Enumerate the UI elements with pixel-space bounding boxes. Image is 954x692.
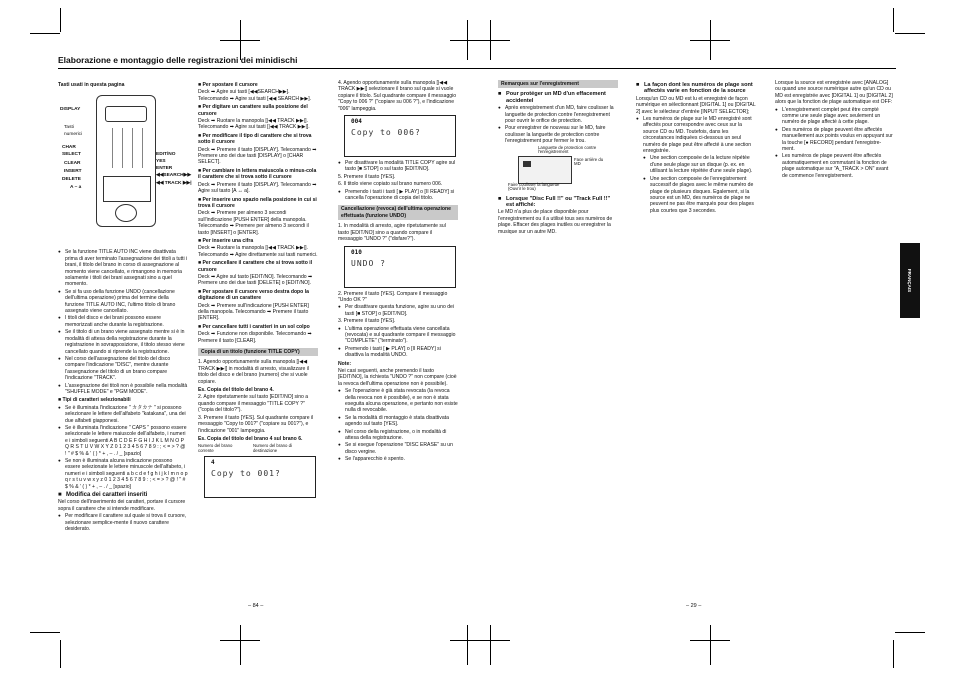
notes-text: Nei casi seguenti, anche premendo il tasto [EDIT/NO], la richiesta "UNDO ?" non compare (cioè la revoca dell'ultima operazione non è possibile). [338, 367, 457, 387]
crop-mark [893, 640, 894, 668]
crop-mark [450, 640, 510, 641]
crop-mark [895, 632, 925, 633]
note-item: ● Premendo i tasti i tasti [ ▶ PLAY] o [II READY] si cancella l'operazione di copia del titolo. [338, 189, 458, 202]
note-item: ● Après enregistrement d'un MD, faire coulisser la languette de protection contre l'enregistrement pour ouvrir le orifice de protection. [498, 105, 618, 124]
md-image [518, 156, 572, 184]
example-caption: Es. Copia del titolo del brano 4 sul brano 6. [198, 435, 303, 442]
undo-heading: Cancellazione (revoca) dell'ultima operazione effettuata (funzione UNDO) [338, 205, 458, 220]
crop-mark [60, 8, 61, 32]
crop-mark [467, 625, 468, 665]
note-item: ● Per disattivare questa funzione, agire su uno dei tasti [■ STOP] o [EDIT/NO]. [338, 304, 458, 317]
label-edit-no: EDIT/NO [156, 152, 176, 158]
protect-md-heading: ■ Pour protéger un MD d'un effacement accidentel [498, 91, 618, 104]
lcd-display [204, 456, 316, 498]
crop-mark [490, 20, 491, 60]
step-text: 2. Agire ripetutamente sul tasto [EDIT/NO] sino a quando compare il messaggio "TITLE COPY ?" ("copia del titolo?"). [198, 394, 309, 414]
instruction-heading: ■ Per spostare il cursore verso destra dopo la digitazione di un carattere [198, 288, 309, 302]
step-text: 6. Il titolo viene copiato sul brano numero 006. [338, 181, 443, 188]
note-item: ● Des numéros de plage peuvent être affectés manuellement aux points voulus en appuyant sur la touche [● RECORD] pendant l'enregistre-ment. [775, 127, 893, 153]
instruction-text: Deck ➡ Agire sul tasto [EDIT/NO]. Telecomando ➡ Premere uno dei due tasti [DELETE] o [EDIT/NO]. [198, 273, 313, 287]
char-type-item: ● Se non è illuminata alcuna indicazione possono essere selezionate le lettere minuscole dell'alfabeto, i numeri e i simboli seguenti a b c d e f g h i j k l m n o p q r s t u v w x y z 0 1 2 3 4 5 6 7 8 9 : ; < = > ? @ ! " # $ % & ' ( ) * + , – . / _ [spazio] [58, 458, 188, 490]
crop-mark [710, 625, 711, 665]
lcd-display [344, 115, 456, 157]
step-text: 5. Premere il tasto [YES]. [338, 173, 396, 180]
step-text: 1. Agendo opportunamente sulla manopola [|◀◀ TRACK ▶▶|] in modalità di arresto, visualizzare il titolo del disco e del brano (numero) che si vuole copiare. [198, 359, 310, 385]
note-item: ● Per disattivare la modalità TITLE COPY agire sul tasto [■ STOP] o sul tasto [EDIT/NO]. [338, 160, 458, 173]
instruction-text: Deck ➡ Premere il tasto [DISPLAY]. Telecomando ➡ Premere uno dei due tasti [DISPLAY] o [CHAR SELECT]. [198, 146, 317, 166]
notes-heading: Note: [338, 360, 352, 367]
note-item: ● Se il titolo di un brano viene assegnato mentre si è in modalità di attesa della registrazione durante la registrazione in sovrapposizione, il titolo stesso viene cancellato quando si riprende la registrazione. [58, 329, 188, 355]
lcd-message: Copy to 001? [211, 469, 281, 479]
page-title: Elaborazione e montaggio delle registrazioni dei minidischi [58, 55, 298, 65]
language-tab: FRANÇAIS [900, 243, 920, 318]
char-type-item: ● Se è illuminata l'indicazione " カタカナ " si possono selezionare le lettere dell'alfabeto "katakana", una dei due alfabeti giapponesi. [58, 405, 188, 424]
modify-item: ● Per modificare il carattere sul quale si trova il cursore, selezionare semplice-mente il nuovo carattere desiderato. [58, 513, 188, 532]
label-enter: ENTER [156, 166, 173, 172]
column-5 [636, 80, 756, 215]
header-rule [58, 68, 896, 69]
note-item: ● L'assegnazione dei titoli non è possibile nella modalità "SHUFFLE MODE" e "PGM MODE". [58, 383, 188, 396]
lcd-track-number: 010 [351, 248, 362, 256]
title-copy-heading: Copia di un titolo (funzione TITLE COPY) [198, 348, 318, 356]
note-item: ● Se la modalità di montaggio è stata disattivata agendo sul tasto [YES]. [338, 415, 458, 428]
instruction-text: Deck ➡ Ruotare la manopola [|◀◀ TRACK ▶▶|]. Telecomando ➡ Agire direttamente sui tasti numerici. [198, 245, 318, 258]
disc-full-heading: ■ Lorsque "Disc Full !!" ou "Track Full !!" est affiché: [498, 196, 618, 209]
note-item: ● Premendo i tasti [ ▶ PLAY] o [II READY] si disattiva la modalità UNDO. [338, 346, 458, 359]
crop-mark [240, 625, 241, 665]
instruction-heading: ■ Per inserire una cifra [198, 237, 254, 244]
instruction-heading: ■ Per digitare un carattere sulla posizione del cursore [198, 104, 308, 117]
paragraph: Lorsqu'un CD ou MD est lu et enregistré de façon numérique en sélectionnant [DIGITAL 1] ou [DIGITAL 2] avec le sélecteur d'entrée [INPUT SELECTOR]; [636, 95, 756, 115]
instruction-heading: ■ Per cancellare tutti i caratteri in un sol colpo [198, 323, 310, 330]
note-item: ● L'enregistrement complet peut être compté comme une seule plage avec seulement un numéro de plage affecté à cette plage. [775, 107, 893, 126]
column-4 [498, 80, 618, 236]
lcd-track-number: 4 [211, 459, 215, 467]
label-display: DISPLAY [60, 107, 81, 113]
note-item: ● Se l'apparecchio è spento. [338, 456, 458, 462]
step-text: 2. Premere il tasto [YES]. Compare il messaggio "Undo OK ?" [338, 290, 448, 303]
note-subitem: ● Une section composée de la lecture répétée d'une seule plage sur un disque (p. ex. en utilisant la lecture répétée d'une seule plage). [643, 155, 756, 174]
label-numeric-keys: Tasti numerici [64, 125, 83, 137]
crop-mark [467, 20, 468, 60]
step-text: 4. Agendo opportunamente sulla manopola [|◀◀ TRACK ▶▶|] selezionare il brano sul quale si vuole copiare il titolo. Sul quadrante compare il messaggio "Copy to 006 ?" ("copiare su 006 ?"), e l'indicazione "006" lampeggia. [338, 80, 457, 112]
lcd-message: UNDO ? [351, 258, 386, 268]
label-track: ◀◀ TRACK ▶▶| [156, 181, 192, 187]
step-text: 1. In modalità di arresto, agire ripetutamente sul tasto [EDIT/NO] sino a quando compare il messaggio "UNDO ?" ("disfare?"). [338, 223, 446, 243]
crop-mark [60, 640, 61, 668]
label-clear: CLEAR [64, 161, 81, 167]
crop-mark [240, 20, 241, 60]
label-yes: YES [156, 159, 166, 165]
lcd-track-number: 004 [351, 118, 362, 126]
instruction-text: Deck ➡ Premere sull'indicazione [PUSH ENTER] della manopola. Telecomando ➡ Premere il tasto [ENTER]. [198, 302, 309, 322]
modify-heading: ■ Modifica dei caratteri inseriti [58, 492, 188, 498]
note-item: ● Les numéros de plage sur le MD enregistré sont affectés pour correspondre avec ceux sur la source CD ou MD. Toutefois, dans les circonstances indiquées ci-dessous un seul numéro de plage peut être affecté à une section enregistrée. [636, 116, 756, 154]
column-1 [58, 80, 192, 533]
recording-remarks-heading: Remarques sur l'enregistrement [498, 80, 618, 88]
note-item: ● Se l'operazione è già stata revocata (la revoca della revoca non è possibile), e se non è stata eseguita alcuna operazione, e pertanto non esiste nulla di revocabile. [338, 388, 458, 414]
column-2 [198, 80, 318, 501]
instruction-heading: ■ Per inserire uno spazio nella posizione in cui si trova il cursore [198, 196, 317, 209]
note-item: ● Se si esegue l'operazione "DISC ERASE" su un disco vergine. [338, 442, 458, 455]
step-text: 3. Premere il tasto [YES]. Sul quadrante compare il messaggio "Copy to 001?" ("copiare su 001?"), e l'indicazione "001" lampeggia. [198, 414, 314, 434]
crop-mark [30, 632, 60, 633]
crop-mark [710, 20, 711, 60]
lcd-message: Copy to 006? [351, 128, 421, 138]
disc-full-text: Le MD n'a plus de place disponible pour l'enregistrement ou il a utilisé tous ses numéros de plage. Effacer des plages inutiles ou enregistrer la musique sur un autre MD. [498, 209, 613, 235]
paragraph: Lorsque la source est enregistrée avec [ANALOG] ou quand une source numérique autre qu'un CD ou MD est enregistrée avec [DIGITAL 1] ou [DIGITAL 2] alors que la fonction de plage automatique est OFF: [775, 80, 893, 106]
page-number-left: – 84 – [248, 603, 264, 609]
example-caption: Es. Copia del titolo del brano 4. [198, 387, 274, 394]
fig-label-tab: Languette de protection contre l'enregistrement [538, 144, 597, 155]
track-numbers-heading: ■ La façon dont les numéros de plage sont affectés varie en fonction de la source [636, 82, 756, 95]
crop-mark [450, 40, 510, 41]
remote-control-image [96, 95, 156, 227]
instruction-text: Deck ➡ Premere il tasto [DISPLAY]. Telecomando ➡ Agire sul tasto [A ↔ a]. [198, 181, 317, 195]
column-3 [338, 80, 458, 464]
label-delete: DELETE [62, 177, 81, 183]
label-insert: INSERT [64, 169, 82, 175]
column-6 [775, 80, 893, 180]
note-item: ● Se si fa uso della funzione UNDO (cancellazione dell'ultima operazione) prima del termine della funzione TITLE AUTO INC, l'ultimo titolo di brano assegnato viene cancellato. [58, 289, 188, 315]
note-item: ● Pour enregistrer de nouveau sur le MD, faire coulisser la languette de protection contre l'enregistrement pour fermer le trou. [498, 125, 618, 144]
instruction-text: Deck ➡ Agire sui tasti [◀◀SEARCH▶▶]. Telecomando ➡ Agire sui tasti [◀◀ SEARCH ▶▶]. [198, 89, 312, 102]
char-type-item: ● Se è illuminata l'indicazione " CAPS " possono essere selezionate le lettere maiuscole dell'alfabeto, i numeri e i simboli seguenti A B C D E F G H I J K L M N O P Q R S T U V W X Y Z 0 1 2 3 4 5 6 7 8 9 : ; < = > ? @ ! " # $ % & ' ( ) * + , – . / _ [spazio] [58, 425, 188, 457]
fig-label-back: Face arrière du MD [574, 156, 604, 167]
current-track-label: Numero del brano corrente [198, 443, 233, 454]
page-number-right: – 29 – [686, 603, 702, 609]
crop-mark [30, 33, 60, 34]
label-a-a: A – a [70, 185, 82, 191]
crop-mark [490, 625, 491, 665]
instruction-text: Deck ➡ Ruotare la manopola [|◀◀ TRACK ▶▶|]. Telecomando ➡ Agire sui tasti [|◀◀ TRACK ▶▶|]. [198, 118, 310, 131]
md-protection-figure [498, 146, 618, 194]
keys-caption: Tasti usati in questa pagina [58, 82, 125, 88]
label-search: ◀◀SEARCH▶▶ [156, 173, 192, 179]
note-item: ● I titoli del disco e dei brani possono essere memorizzati anche durante la registrazione. [58, 315, 188, 328]
note-item: ● Se la funzione TITLE AUTO INC viene disattivata prima di aver terminato l'assegnazione dei titoli a tutti i brani, il titolo del brano in corso di assegnazione al momento viene cancellato, e rimangono in memoria solamente i titoli dei brani assegnati sino a quel momento. [58, 249, 188, 287]
modify-text: Nel corso dell'inserimento dei caratteri, portare il cursore sopra il carattere che si intende modificare. [58, 499, 186, 512]
lcd-display [344, 246, 456, 288]
instruction-heading: ■ Per cambiare in lettera maiuscola o minus-cola il carattere che si trova sotto il cursore [198, 167, 317, 181]
note-item: ● Les numéros de plage peuvent être affectés automatiquement en commutant la fonction de plage automatique sur "A_TRACK > ON" avant de commence l'enregistrement. [775, 153, 893, 179]
label-char-select: CHAR SELECT [62, 145, 81, 157]
fig-label-slide: Faire coulisser la languette (Ouvrir le trou) [508, 181, 560, 192]
note-subitem: ● Une section composée de l'enregistrement successif de plages avec le même numéro de plage de plusieurs disques. Egalement, si la source est un MD, des numéros de plage ne peuvent ne pas être marqués pour des plages plus courtes que 3 secondes. [643, 176, 756, 214]
destination-track-label: Numero del brano di destinazione [253, 443, 292, 454]
instruction-heading: ■ Per modificare il tipo di carattere che si trova sotto il cursore [198, 132, 312, 146]
crop-mark [893, 8, 894, 32]
note-item: ● Nel corso dell'assegnazione del titolo del disco compare l'indicazione "DISC", mentre durante l'assegnazione del titolo di un brano compare l'indicazione "TRACK". [58, 356, 188, 382]
instruction-text: Deck ➡ Premere per almeno 3 secondi sull'indicazione [PUSH ENTER] della manopola. Telecomando ➡ Premere per almeno 3 secondi il tasto [INSERT] o [ENTER]. [198, 210, 309, 236]
instruction-text: Deck ➡ Funzione non disponibile. Telecomando ➡ Premere il tasto [CLEAR]. [198, 331, 312, 344]
char-types-heading: ■ Tipi di caratteri selezionabili [58, 397, 131, 404]
note-item: ● L'ultima operazione effettuata viene cancellata (revocata) e sul quadrante compare il messaggio "COMPLETE" ("terminato"). [338, 326, 458, 345]
step-text: 3. Premere il tasto [YES]. [338, 318, 396, 325]
instruction-heading: ■ Per spostare il cursore [198, 82, 258, 88]
instruction-heading: ■ Per cancellare il carattere che si trova sotto il cursore [198, 260, 313, 273]
crop-mark [895, 33, 925, 34]
note-item: ● Nel corso della registrazione, o in modalità di attesa della registrazione. [338, 429, 458, 442]
